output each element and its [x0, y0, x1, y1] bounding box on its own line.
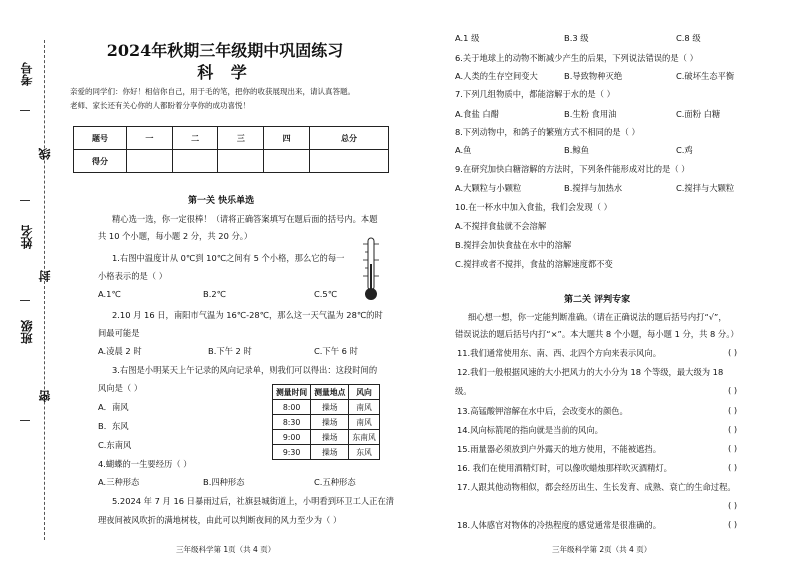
q9-option-b[interactable]: B.搅拌与加热水: [564, 183, 623, 193]
q6-option-c[interactable]: C.破坏生态平衡: [676, 71, 735, 81]
question-2: 2.10 月 16 日，南阳市气温为 16℃-28℃，那么这一天气温为 28℃的时: [112, 310, 383, 320]
tf-question-12: 12.我们一般根据风速的大小把风力的大小分为 18 个等级，最大级为 18: [457, 367, 724, 377]
q8-option-b[interactable]: B.鲸鱼: [564, 145, 589, 155]
q8-option-a[interactable]: A.鱼: [455, 145, 472, 155]
q10-option-a[interactable]: A.不搅拌食盐就不会溶解: [455, 221, 547, 231]
question-6: 6.关于地球上的动物不断减少产生的后果，下列说法错误的是（ ）: [455, 53, 698, 63]
q4-option-b[interactable]: B.四种形态: [203, 477, 245, 487]
section-1-intro: 共 10 个小题，每小题 2 分，共 20 分。）: [98, 231, 253, 241]
q7-option-b[interactable]: B.生粉 食用油: [564, 109, 617, 119]
answer-bracket[interactable]: ( ): [728, 347, 738, 357]
section-2-intro: 细心想一想，你一定能判断准确。（请在正确说法的题后括号内打“√”，: [468, 312, 727, 322]
intro-note-2: 老师、家长还有关心你的人都盼着分享你的成功喜悦！: [70, 101, 250, 110]
q1-option-c[interactable]: C.5℃: [314, 289, 338, 299]
q1-option-b[interactable]: B.2℃: [203, 289, 226, 299]
wind-table-cell: 东南风: [349, 430, 379, 445]
q7-option-a[interactable]: A.食盐 白醋: [455, 109, 499, 119]
section-1-intro: 精心选一选，你一定很棒！（请将正确答案填写在题后面的括号内。本题: [112, 214, 378, 224]
wind-table-cell: 东风: [349, 445, 379, 460]
q9-option-a[interactable]: A.大颗粒与小颗粒: [455, 183, 522, 193]
q2-option-b[interactable]: B.下午 2 时: [208, 346, 252, 356]
q5-option-a[interactable]: A.1 级: [455, 33, 480, 43]
answer-bracket[interactable]: ( ): [728, 519, 738, 529]
q8-option-c[interactable]: C.鸡: [676, 145, 693, 155]
q4-option-a[interactable]: A.三种形态: [98, 477, 140, 487]
fill-line: [20, 110, 30, 111]
score-header: 二: [172, 127, 218, 150]
label-class: 班级: [20, 320, 34, 344]
wind-table-header: 测量地点: [311, 385, 349, 400]
wind-table-cell: 8:00: [273, 400, 311, 415]
fill-line: [20, 420, 30, 421]
section-2-title: 第二关 评判专家: [564, 295, 631, 305]
question-10: 10.在一杯水中加入食盐，我们会发现（ ）: [455, 202, 612, 212]
tf-question-18: 18.人体感官对物体的冷热程度的感觉通常是很准确的。: [457, 520, 662, 530]
q10-option-b[interactable]: B.搅拌会加快食盐在水中的溶解: [455, 240, 572, 250]
label-seal: 封: [38, 270, 52, 282]
q3-option-b[interactable]: B．东风: [98, 421, 129, 431]
q5-option-c[interactable]: C.8 级: [676, 33, 701, 43]
label-secret: 密: [38, 390, 52, 402]
score-table: [73, 126, 389, 173]
tf-question-13: 13.高锰酸钾溶解在水中后，会改变水的颜色。: [457, 406, 628, 416]
wind-table-header: 测量时间: [273, 385, 311, 400]
answer-bracket[interactable]: ( ): [728, 462, 738, 472]
wind-table-cell: 南风: [349, 415, 379, 430]
question-1-cont: 小格表示的是（ ）: [98, 271, 168, 281]
q3-option-c[interactable]: C.东南风: [98, 440, 132, 450]
answer-bracket[interactable]: ( ): [728, 424, 738, 434]
wind-table-cell: 操场: [311, 415, 349, 430]
q5-option-b[interactable]: B.3 级: [564, 33, 589, 43]
question-9: 9.在研究加快白糖溶解的方法时，下列条件能形成对比的是（ ）: [455, 164, 690, 174]
q1-option-a[interactable]: A.1℃: [98, 289, 121, 299]
score-header: 总分: [309, 127, 388, 150]
section-1-title: 第一关 快乐单选: [188, 196, 255, 206]
question-1: 1.右图中温度计从 0℃到 10℃之间有 5 个小格，那么它的每一: [112, 253, 345, 263]
wind-table-cell: 南风: [349, 400, 379, 415]
wind-record-table: [272, 384, 380, 460]
page-footer-left: 三年级科学第 1页（共 4 页）: [176, 545, 276, 554]
label-exam-number: 考号: [20, 62, 34, 86]
question-5: 5.2024 年 7 月 16 日暴雨过后，社旗县城街道上，小明看到环卫工人正在清: [112, 496, 395, 506]
question-4: 4.蝴蝶的一生要经历（ ）: [98, 459, 192, 469]
score-header: 三: [218, 127, 264, 150]
question-3: 3.右图是小明某天上午记录的风向记录单，则我们可以得出：这段时间的: [112, 365, 378, 375]
tf-question-14: 14.风向标箭尾的指向就是当前的风向。: [457, 425, 603, 435]
question-8: 8.下列动物中，和鸽子的繁殖方式不相同的是（ ）: [455, 127, 640, 137]
section-2-intro: 错误说法的题后括号内打“×”。本大题共 8 个小题，每小题 1 分，共 8 分。）: [455, 329, 739, 339]
label-line: 线: [38, 148, 52, 160]
answer-bracket[interactable]: ( ): [728, 385, 738, 395]
score-row-label: 得分: [74, 150, 127, 173]
tf-question-11: 11.我们通常使用东、南、西、北四个方向来表示风向。: [457, 348, 662, 358]
question-3-cont: 风向是（ ）: [98, 383, 143, 393]
wind-table-header: 风向: [349, 385, 379, 400]
answer-bracket[interactable]: ( ): [728, 405, 738, 415]
wind-table-cell: 9:00: [273, 430, 311, 445]
question-2-cont: 间最可能是: [98, 328, 140, 338]
score-header: 题号: [74, 127, 127, 150]
intro-note-1: 亲爱的同学们：你好！相信你自己，用于毛的笔，把你的收获展现出来，请认真答题。: [70, 87, 355, 96]
label-name: 姓名: [20, 225, 34, 249]
q7-option-c[interactable]: C.面粉 白糖: [676, 109, 721, 119]
subject-title: 科 学: [197, 63, 253, 82]
tf-question-16: 16. 我们在使用酒精灯时，可以像吹蜡烛那样吹灭酒精灯。: [457, 463, 672, 473]
tf-question-17: 17.人跟其他动物相似，都会经历出生、生长发育、成熟、衰亡的生命过程。: [457, 482, 736, 492]
q2-option-c[interactable]: C.下午 6 时: [314, 346, 358, 356]
fill-line: [20, 200, 30, 201]
score-cell[interactable]: [309, 150, 388, 173]
score-header: 四: [264, 127, 310, 150]
score-cell[interactable]: [218, 150, 264, 173]
q10-option-c[interactable]: C.搅拌或者不搅拌，食盐的溶解速度都不变: [455, 259, 613, 269]
thermometer-icon: [361, 236, 381, 302]
q6-option-a[interactable]: A.人类的生存空间变大: [455, 71, 538, 81]
page-footer-right: 三年级科学第 2页（共 4 页）: [552, 545, 652, 554]
wind-table-cell: 8:30: [273, 415, 311, 430]
wind-table-cell: 9:30: [273, 445, 311, 460]
tf-question-15: 15.雨量器必须放到户外露天的地方使用，不能被遮挡。: [457, 444, 662, 454]
question-5-cont: 理夜间被风吹折的满地树枝，由此可以判断夜间的风力至少为（ ）: [98, 515, 342, 525]
fill-line: [20, 300, 30, 301]
wind-table-cell: 操场: [311, 445, 349, 460]
wind-table-cell: 操场: [311, 430, 349, 445]
wind-table-cell: 操场: [311, 400, 349, 415]
score-cell[interactable]: [172, 150, 218, 173]
exam-title: 2024年秋期三年级期中巩固练习: [106, 41, 344, 60]
q6-option-b[interactable]: B.导致物种灭绝: [564, 71, 623, 81]
answer-bracket[interactable]: ( ): [728, 443, 738, 453]
binding-line: [44, 40, 45, 540]
score-cell[interactable]: [127, 150, 173, 173]
q4-option-c[interactable]: C.五种形态: [314, 477, 356, 487]
q3-option-a[interactable]: A．南风: [98, 402, 129, 412]
q9-option-c[interactable]: C.搅拌与大颗粒: [676, 183, 735, 193]
score-header: 一: [127, 127, 173, 150]
score-cell[interactable]: [264, 150, 310, 173]
q2-option-a[interactable]: A.凌晨 2 时: [98, 346, 142, 356]
tf-question-12-cont: 级。: [455, 386, 472, 396]
question-7: 7.下列几组物质中，都能溶解于水的是（ ）: [455, 89, 615, 99]
answer-bracket[interactable]: ( ): [728, 500, 738, 510]
